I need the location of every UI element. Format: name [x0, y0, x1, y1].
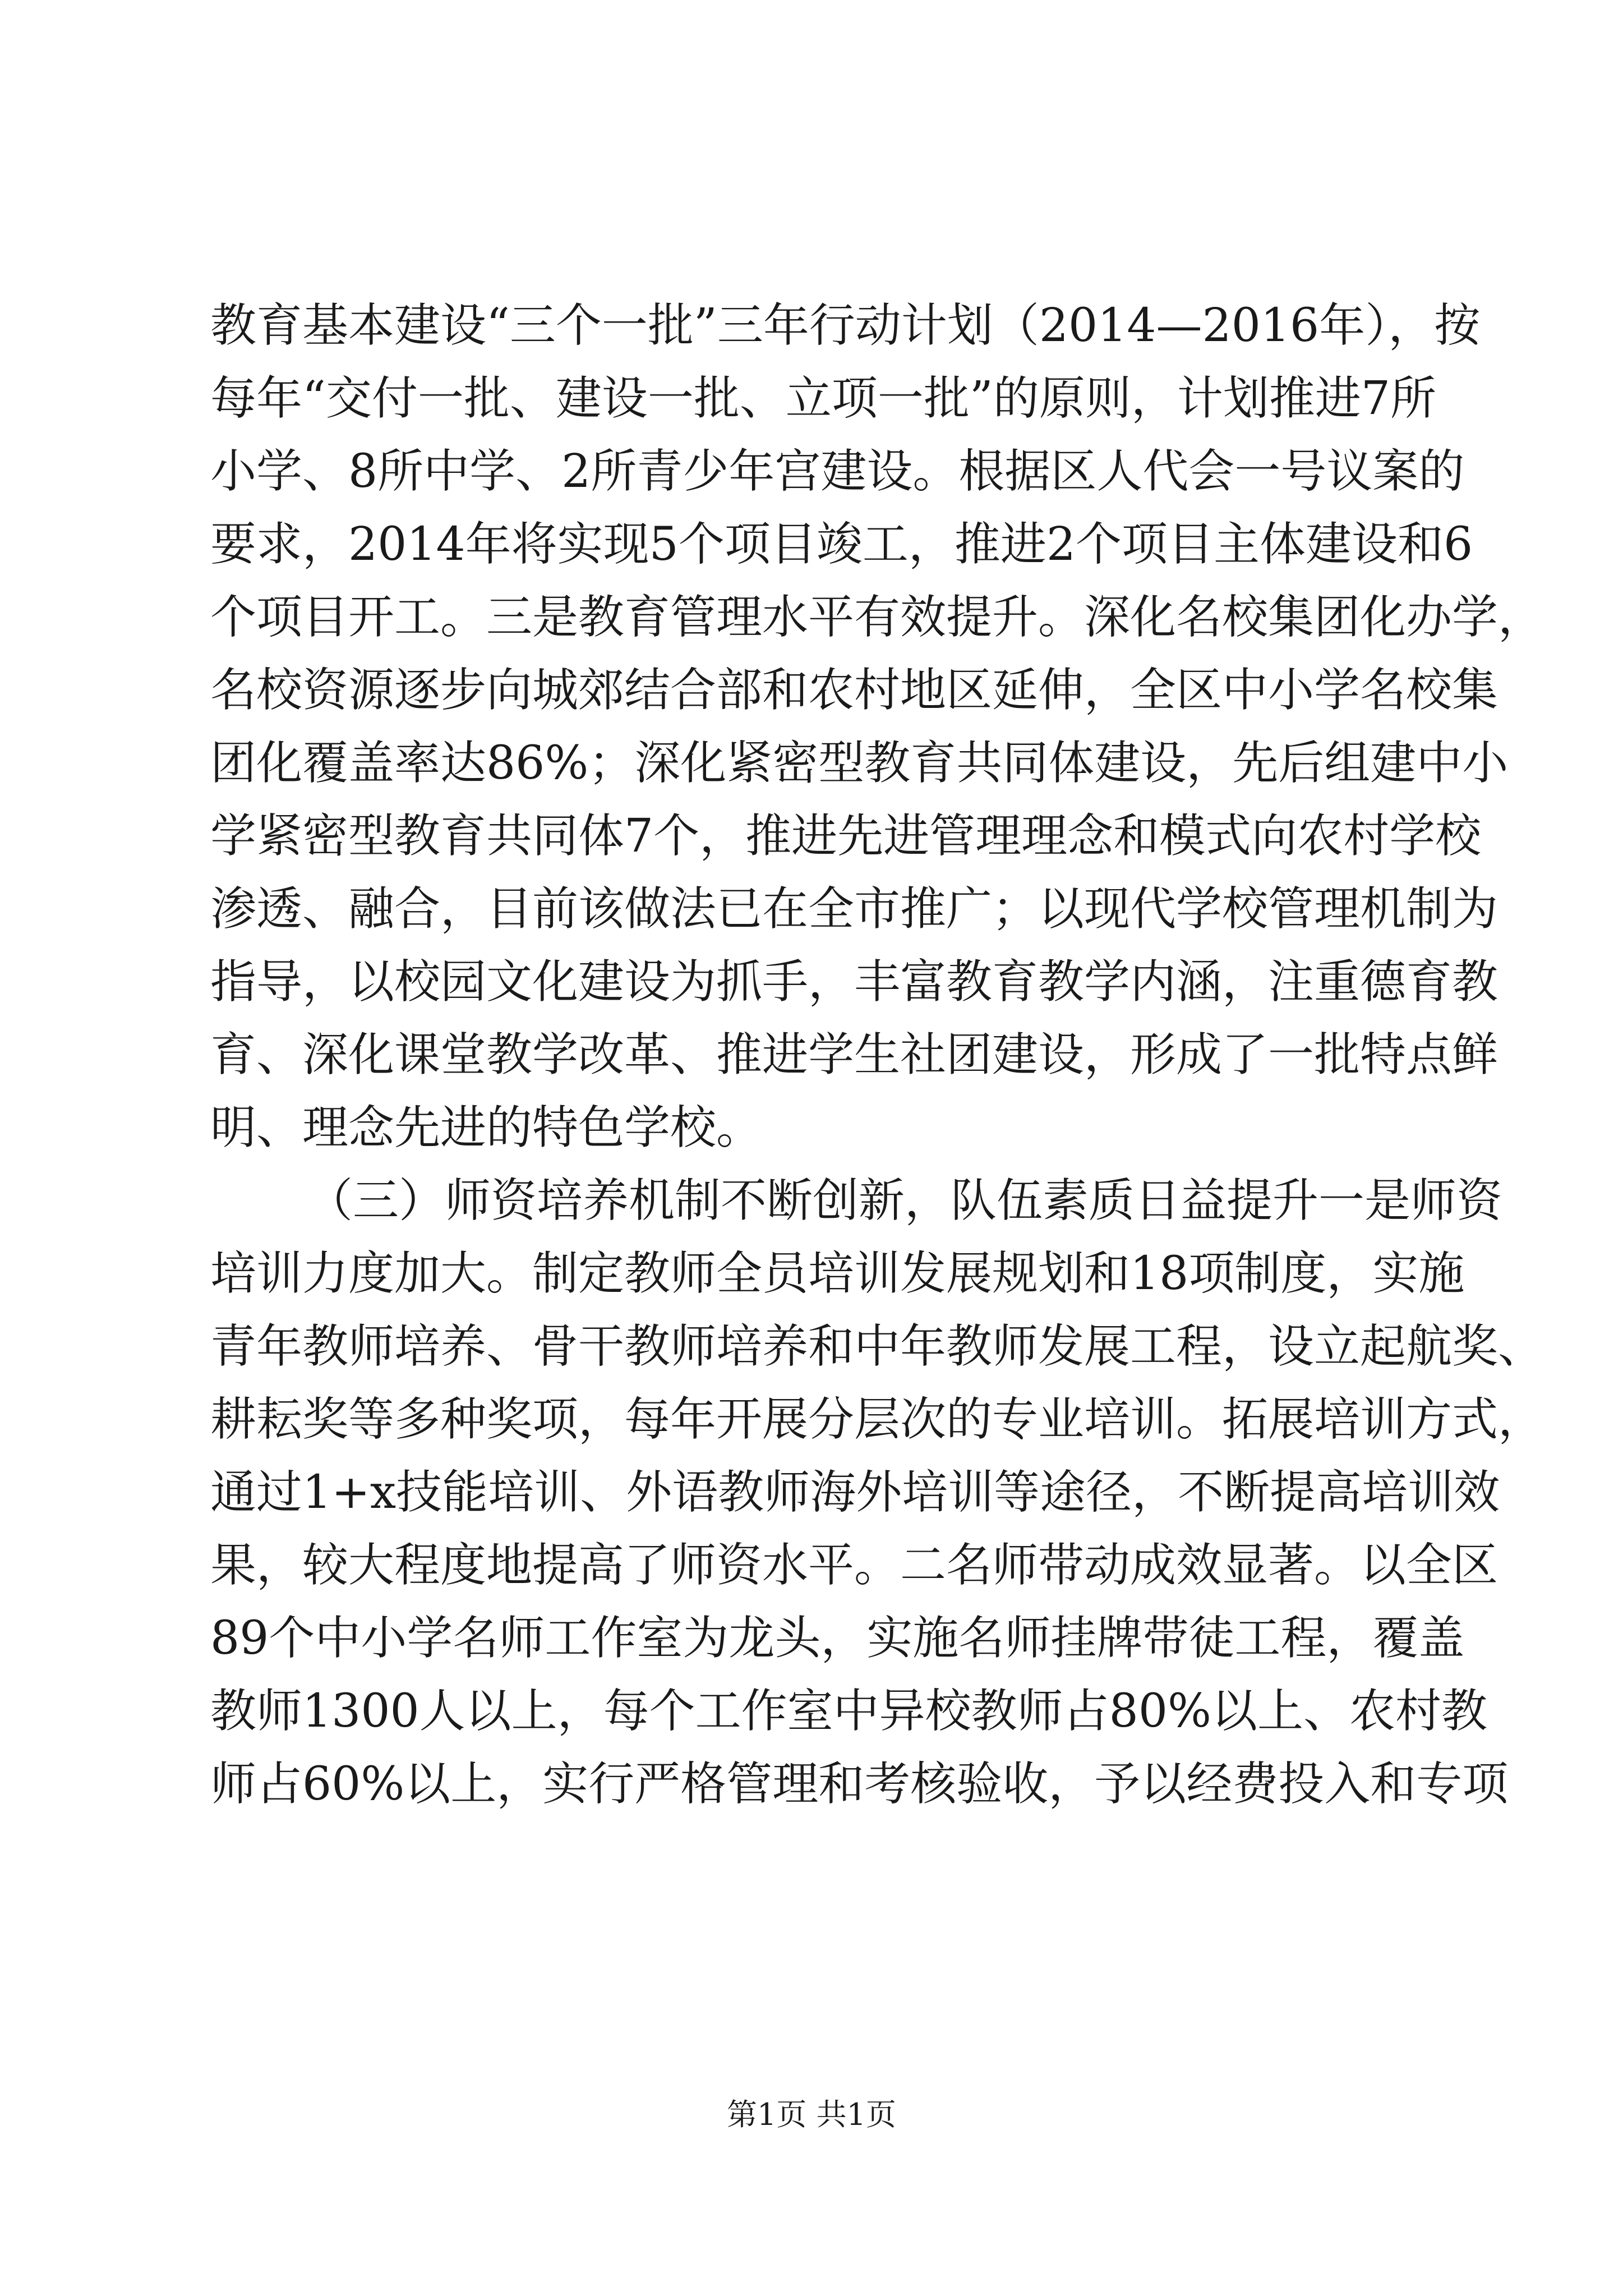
- text-line: 通过1+x技能培训、外语教师海外培训等途径，不断提高培训效: [210, 1466, 1500, 1519]
- text-line: 学紧密型教育共同体7个，推进先进管理理念和模式向农村学校: [210, 809, 1482, 863]
- text-line: 每年“交付一批、建设一批、立项一批”的原则，计划推进7所: [210, 372, 1437, 425]
- text-line: 名校资源逐步向城郊结合部和农村地区延伸，全区中小学名校集: [210, 664, 1498, 717]
- text-line: 团化覆盖率达86%；深化紧密型教育共同体建设，先后组建中小: [210, 737, 1509, 790]
- text-line: 渗透、融合，目前该做法已在全市推广；以现代学校管理机制为: [210, 882, 1498, 936]
- text-line: 89个中小学名师工作室为龙头，实施名师挂牌带徒工程，覆盖: [210, 1612, 1465, 1665]
- text-line: 教育基本建设“三个一批”三年行动计划（2014—2016年），按: [210, 299, 1481, 352]
- text-line: 教师1300人以上，每个工作室中异校教师占80%以上、农村教: [210, 1685, 1487, 1738]
- text-line: 培训力度加大。制定教师全员培训发展规划和18项制度，实施: [210, 1247, 1465, 1300]
- text-line: 青年教师培养、骨干教师培养和中年教师发展工程，设立起航奖、: [210, 1320, 1544, 1373]
- document-body: [210, 289, 1544, 1821]
- text-line: 明、理念先进的特色学校。: [210, 1101, 763, 1154]
- text-line: 育、深化课堂教学改革、推进学生社团建设，形成了一批特点鲜: [210, 1028, 1498, 1082]
- text-line: 要求，2014年将实现5个项目竣工，推进2个项目主体建设和6: [210, 518, 1473, 571]
- text-line: 师占60%以上，实行严格管理和考核验收，予以经费投入和专项: [210, 1757, 1509, 1811]
- page-number-footer: 第1页 共1页: [727, 2097, 896, 2132]
- text-line: 果，较大程度地提高了师资水平。二名师带动成效显著。以全区: [210, 1539, 1498, 1592]
- text-line: 指导，以校园文化建设为抓手，丰富教育教学内涵，注重德育教: [210, 955, 1498, 1009]
- section-heading-line: （三）师资培养机制不断创新，队伍素质日益提升一是师资: [307, 1174, 1503, 1227]
- text-line: 个项目开工。三是教育管理水平有效提升。深化名校集团化办学，: [210, 591, 1544, 644]
- text-line: 耕耘奖等多种奖项，每年开展分层次的专业培训。拓展培训方式，: [210, 1393, 1544, 1446]
- text-line: 小学、8所中学、2所青少年宫建设。根据区人代会一号议案的: [210, 445, 1465, 498]
